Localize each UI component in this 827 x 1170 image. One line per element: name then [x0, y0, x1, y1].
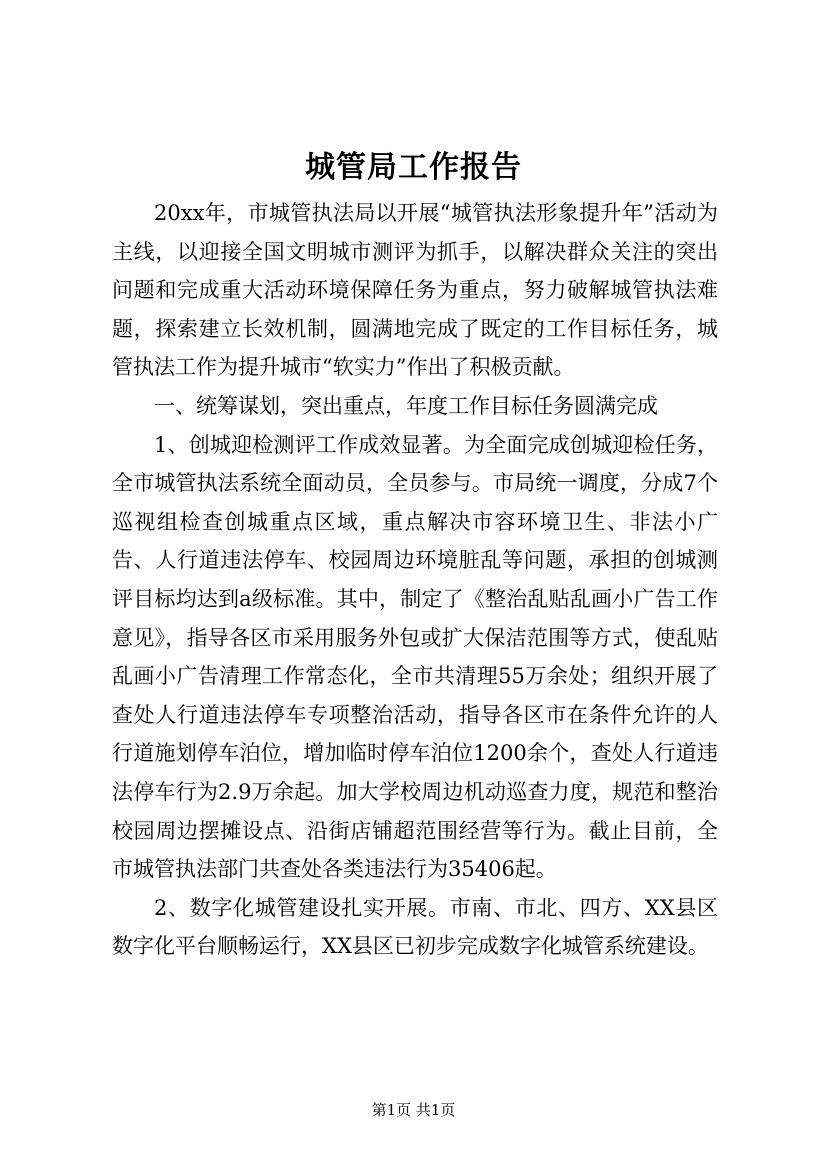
paragraph-item-2: 2、数字化城管建设扎实开展。市南、市北、四方、XX县区数字化平台顺畅运行，XX县区已初步完成数字化城管系统建设。	[112, 895, 718, 959]
paragraph-intro: 20xx年，市城管执法局以开展“城管执法形象提升年”活动为主线，以迎接全国文明城市测评为抓手，以解决群众关注的突出问题和完成重大活动环境保障任务为重点，努力破解城管执法难题，探索建立长效机制，圆满地完成了既定的工作目标任务，城管执法工作为提升城市“软实力”作出了积极贡献。	[112, 201, 718, 380]
page-footer: 第1页 共1页	[371, 1101, 456, 1119]
section-heading-1: 一、统筹谋划，突出重点，年度工作目标任务圆满完成	[154, 393, 658, 418]
paragraph-item-1: 1、创城迎检测评工作成效显著。为全面完成创城迎检任务，全市城管执法系统全面动员，全员参与。市局统一调度，分成7个巡视组检查创城重点区域，重点解决市容环境卫生、非法小广告、人行道违法停车、校园周边环境脏乱等问题，承担的创城测评目标均达到a级标准。其中，制定了《整治乱贴乱画小广告工作意见》，指导各区市采用服务外包或扩大保洁范围等方式，使乱贴乱画小广告清理工作常态化，全市共清理55万余处；组织开展了查处人行道违法停车专项整治活动，指导各区市在条件允许的人行道施划停车泊位，增加临时停车泊位1200余个，查处人行道违法停车行为2.9万余起。加大学校周边机动巡查力度，规范和整治校园周边摆摊设点、沿街店铺超范围经营等行为。截止目前，全市城管执法部门共查处各类违法行为35406起。	[112, 432, 718, 882]
document-title: 城管局工作报告	[305, 150, 522, 185]
document-body	[112, 194, 718, 966]
